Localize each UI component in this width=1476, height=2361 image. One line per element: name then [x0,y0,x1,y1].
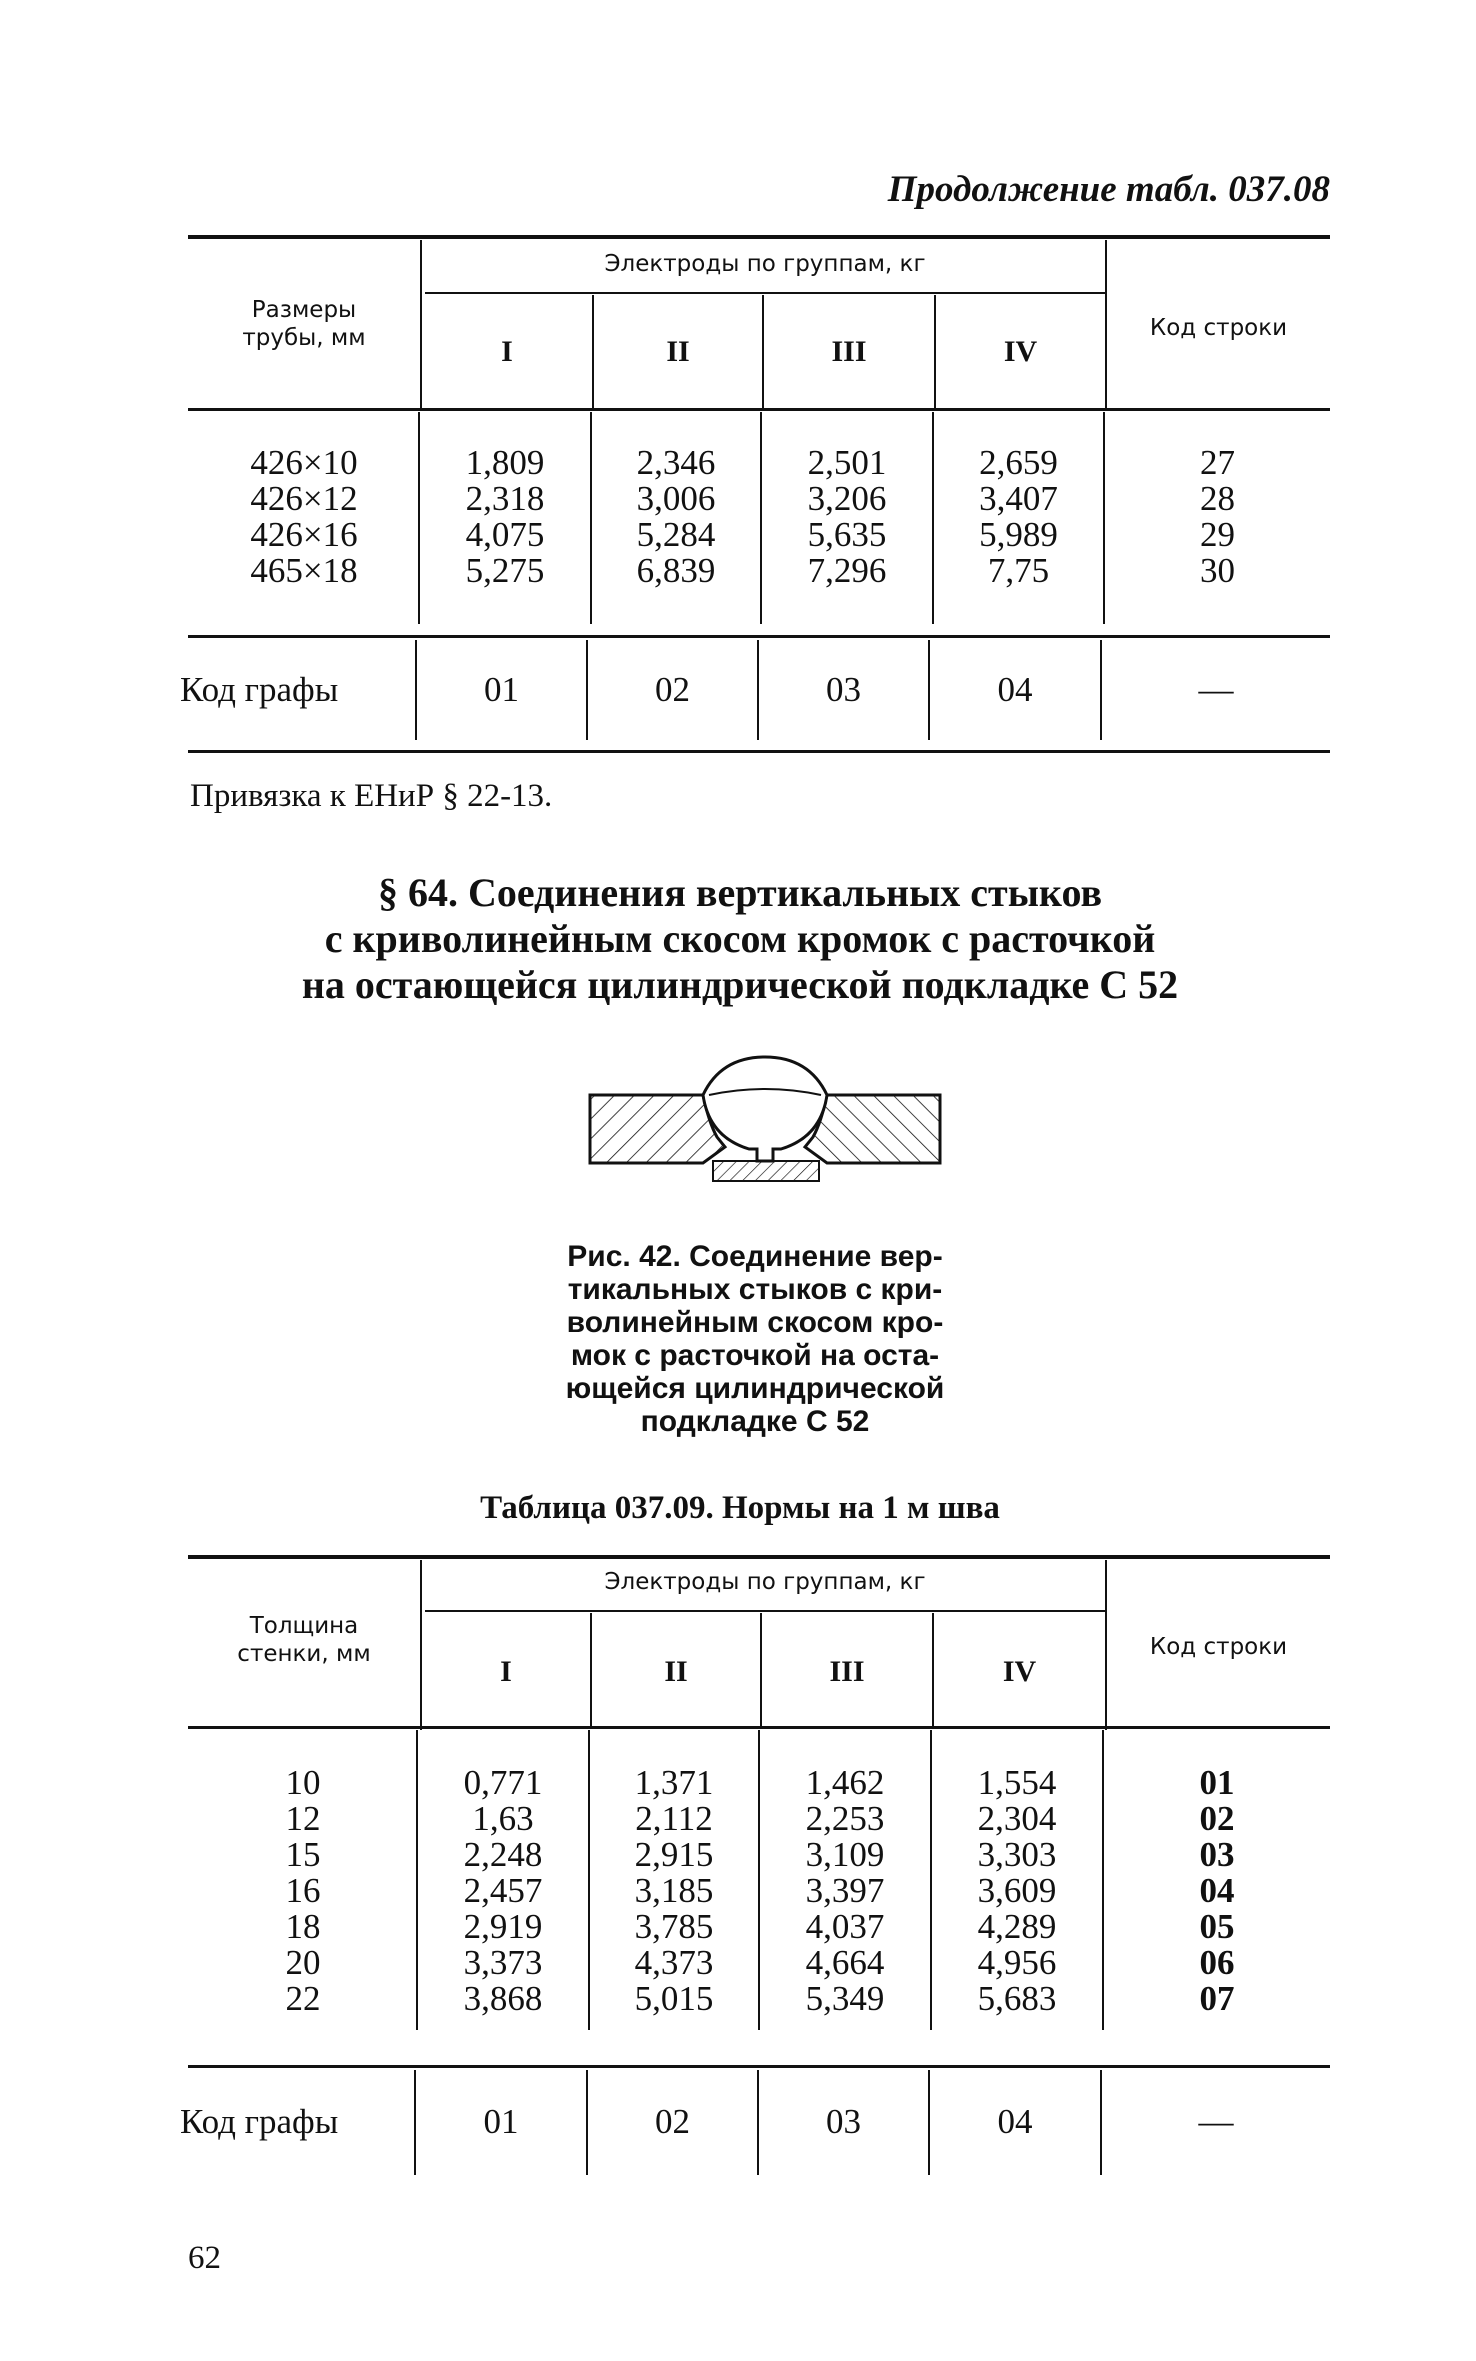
group-ii: II [666,335,690,368]
table-2-caption: Таблица 037.09. Нормы на 1 м шва [480,1490,1000,1526]
code-header: Код строки [1149,315,1288,341]
group-i: I [500,1655,512,1688]
group-i: I [501,335,513,368]
group-iii-column: 1,462 2,253 3,109 3,397 4,037 4,664 5,349 [805,1763,885,2018]
footer-label: Код графы [180,2102,339,2141]
group-iii-column: 2,501 3,206 5,635 7,296 [807,443,887,590]
footer-code-02: 02 [655,2102,690,2141]
group-ii: II [664,1655,688,1688]
size-column: 426×10 426×12 426×16 465×18 [250,443,358,590]
code-header: Код строки [1149,1634,1288,1660]
row-code-column: 01 02 03 04 05 06 07 [1199,1763,1235,2018]
reference-note: Привязка к ЕНиР § 22-13. [190,778,553,814]
group-ii-column: 2,346 3,006 5,284 6,839 [636,443,716,590]
footer-code-01: 01 [483,2102,519,2141]
group-i-column: 1,809 2,318 4,075 5,275 [465,443,545,590]
footer-code-04: 04 [997,2102,1033,2141]
group-iii: III [831,335,867,368]
footer-code-dash: — [1198,670,1234,709]
row-code-column: 27 28 29 30 [1200,443,1235,590]
footer-code-02: 02 [655,670,690,709]
group-iv-column: 1,554 2,304 3,303 3,609 4,289 4,956 5,683 [977,1763,1057,2018]
group-iv-column: 2,659 3,407 5,989 7,75 [979,443,1058,590]
footer-label: Код графы [180,670,339,709]
footer-code-03: 03 [826,670,861,709]
group-iv: IV [1003,335,1038,368]
col1-header: Толщина стенки, мм [237,1613,371,1667]
footer-code-dash: — [1198,2102,1234,2141]
section-title: § 64. Соединения вертикальных стыков с криволинейным скосом кромок с расточкой на остающейся цилиндрической подкладке С 52 [301,870,1179,1007]
group-header: Электроды по группам, кг [604,251,926,277]
group-iv: IV [1002,1655,1037,1688]
group-iii: III [829,1655,865,1688]
group-i-column: 0,771 1,63 2,248 2,457 2,919 3,373 3,868 [463,1763,543,2018]
thickness-column: 10 12 15 16 18 20 22 [285,1763,321,2018]
group-header: Электроды по группам, кг [604,1569,926,1595]
figure-caption: Рис. 42. Соединение вер- тикальных стыков с кри- волинейным скосом кро- мок с расточкой на оста- ющейся цилиндрической подкладке С 52 [565,1240,945,1438]
weld-joint-figure [585,1045,945,1190]
footer-code-03: 03 [826,2102,861,2141]
footer-code-04: 04 [997,670,1033,709]
group-ii-column: 1,371 2,112 2,915 3,185 3,785 4,373 5,015 [634,1763,714,2018]
page-number: 62 [188,2240,221,2276]
continuation-title: Продолжение табл. 037.08 [887,169,1330,210]
footer-code-01: 01 [484,670,519,709]
col1-header: Размеры трубы, мм [242,297,366,351]
